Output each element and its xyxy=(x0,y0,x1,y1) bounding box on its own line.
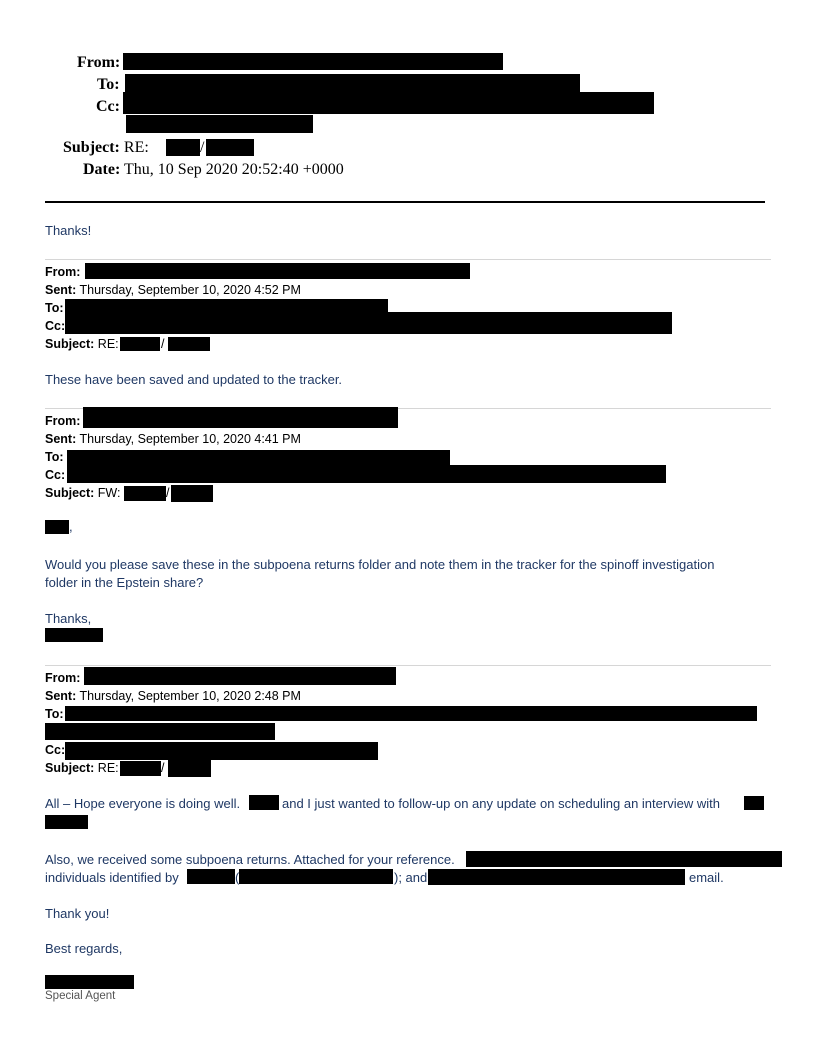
to-label: To: xyxy=(45,707,64,721)
cc-label: Cc: xyxy=(45,468,66,482)
redaction xyxy=(67,450,450,465)
cc-label: Cc: xyxy=(96,98,120,115)
redaction xyxy=(120,337,160,351)
date-label: Date: xyxy=(83,161,121,178)
redaction xyxy=(45,975,134,989)
from-label: From: xyxy=(45,414,81,428)
to-label: To: xyxy=(45,301,64,315)
message-body-line-2: folder in the Epstein share? xyxy=(45,575,204,590)
redaction xyxy=(466,851,782,867)
regards: Best regards, xyxy=(45,941,123,956)
redaction xyxy=(166,139,200,156)
redaction xyxy=(428,869,685,885)
redaction xyxy=(123,53,503,70)
redaction xyxy=(45,628,103,642)
redaction xyxy=(239,869,393,884)
redaction xyxy=(171,485,213,502)
redaction xyxy=(45,520,69,534)
redaction xyxy=(168,760,211,777)
redaction xyxy=(83,407,398,428)
header-divider xyxy=(45,201,765,203)
reply-text: Thanks! xyxy=(45,223,92,238)
redaction xyxy=(45,723,275,740)
subject-prefix: RE: xyxy=(97,761,119,775)
cc-label: Cc: xyxy=(45,319,66,333)
subject-label: Subject: xyxy=(45,761,95,775)
redaction xyxy=(249,795,279,810)
redaction xyxy=(124,486,166,501)
subject-label: Subject: xyxy=(63,139,120,156)
redaction xyxy=(84,667,396,685)
redaction xyxy=(187,869,235,884)
redaction xyxy=(126,115,313,133)
message-body-line-1: Would you please save these in the subpoena returns folder and note them in the tracker for the spinoff investigation xyxy=(45,557,715,572)
sent-label: Sent: xyxy=(45,432,77,446)
closing: Thanks, xyxy=(45,611,92,626)
from-label: From: xyxy=(45,671,81,685)
message-divider xyxy=(45,665,771,666)
cc-label: Cc: xyxy=(45,743,66,757)
redaction xyxy=(123,92,654,114)
redaction xyxy=(744,796,764,810)
to-label: To: xyxy=(45,450,64,464)
subject-prefix: RE: xyxy=(123,139,149,156)
redaction xyxy=(85,263,470,279)
redaction xyxy=(65,706,757,721)
subject-label: Subject: xyxy=(45,486,95,500)
message-divider xyxy=(45,259,771,260)
from-label: From: xyxy=(77,54,121,71)
redaction xyxy=(168,337,210,351)
redaction xyxy=(120,761,161,776)
redaction xyxy=(65,742,378,760)
signature-title: Special Agent xyxy=(45,990,116,1002)
redaction xyxy=(65,312,672,334)
sent-value: Thursday, September 10, 2020 2:48 PM xyxy=(79,689,301,703)
sent-label: Sent: xyxy=(45,689,77,703)
subject-prefix: RE: xyxy=(97,337,119,351)
redaction xyxy=(45,815,88,829)
to-label: To: xyxy=(97,76,120,93)
sent-value: Thursday, September 10, 2020 4:41 PM xyxy=(79,432,301,446)
message-body: These have been saved and updated to the tracker. xyxy=(45,372,343,387)
from-label: From: xyxy=(45,265,81,279)
date-value: Thu, 10 Sep 2020 20:52:40 +0000 xyxy=(124,161,344,178)
thanks: Thank you! xyxy=(45,906,110,921)
sent-label: Sent: xyxy=(45,283,77,297)
redaction xyxy=(125,74,580,92)
subject-label: Subject: xyxy=(45,337,95,351)
sent-value: Thursday, September 10, 2020 4:52 PM xyxy=(79,283,301,297)
redaction xyxy=(206,139,254,156)
redaction xyxy=(67,465,666,483)
subject-prefix: FW: xyxy=(97,486,121,500)
